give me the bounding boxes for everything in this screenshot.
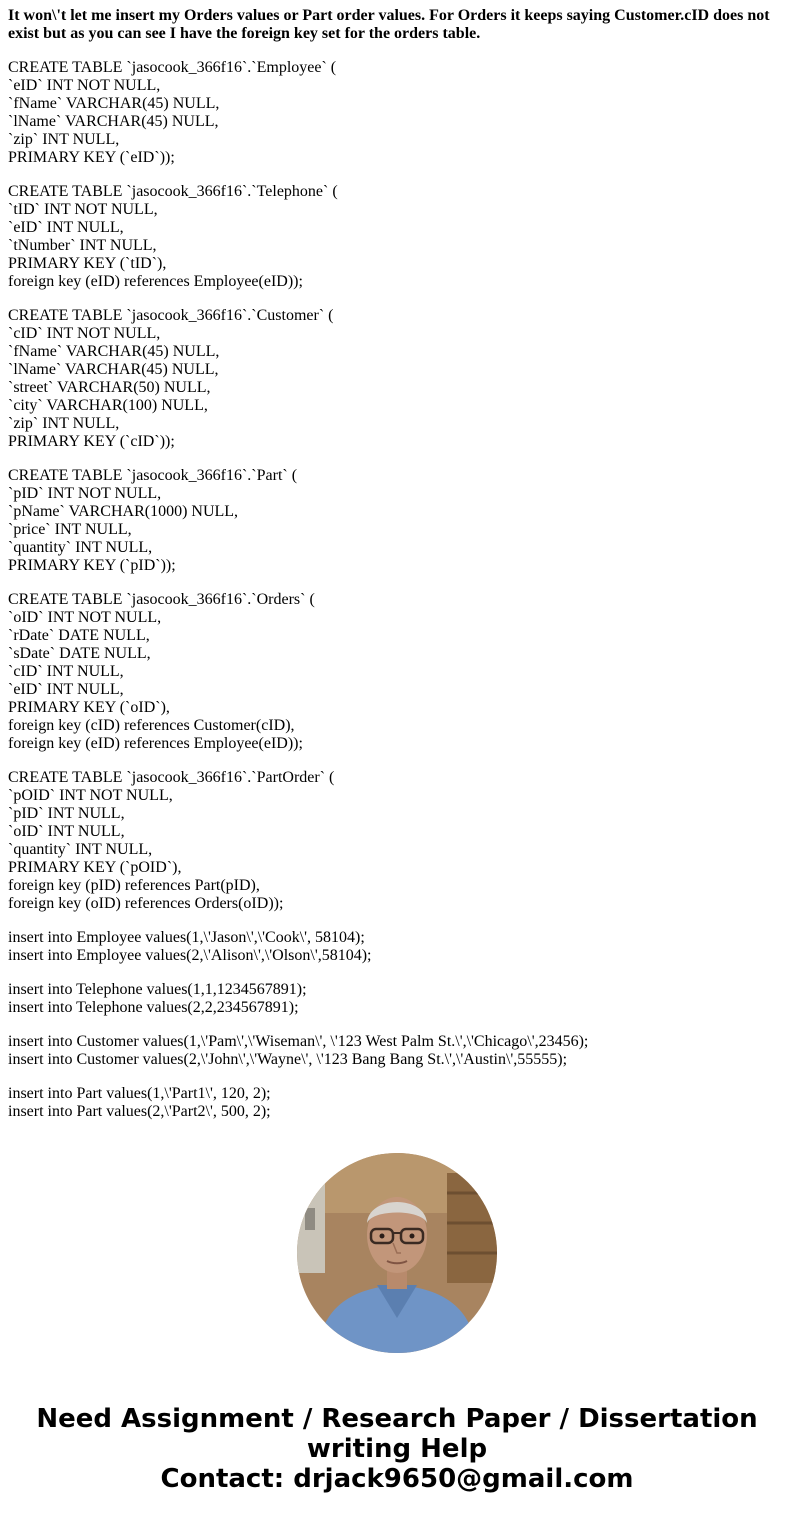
code-line: `fName` VARCHAR(45) NULL, <box>8 343 220 360</box>
code-line: `pID` INT NOT NULL, <box>8 485 162 502</box>
code-line: PRIMARY KEY (`pOID`), <box>8 859 182 876</box>
code-line: `tID` INT NOT NULL, <box>8 201 158 218</box>
code-line: PRIMARY KEY (`cID`)); <box>8 433 175 450</box>
post-content <box>8 7 786 1175</box>
code-line: `tNumber` INT NULL, <box>8 237 157 254</box>
code-line: foreign key (eID) references Employee(eID)); <box>8 735 303 752</box>
code-line: `cID` INT NOT NULL, <box>8 325 161 342</box>
code-line: insert into Part values(2,\'Part2\', 500, 2); <box>8 1103 271 1120</box>
question-text: It won\'t let me insert my Orders values or Part order values. For Orders it keeps saying Customer.cID does not exist but as you can see I have the foreign key set for the orders table. <box>8 7 770 42</box>
code-line: `pName` VARCHAR(1000) NULL, <box>8 503 239 520</box>
code-line: `eID` INT NOT NULL, <box>8 77 161 94</box>
code-line: foreign key (eID) references Employee(eID)); <box>8 273 303 290</box>
code-line: `lName` VARCHAR(45) NULL, <box>8 113 219 130</box>
code-line: `street` VARCHAR(50) NULL, <box>8 379 211 396</box>
code-line: `quantity` INT NULL, <box>8 539 153 556</box>
code-block <box>8 307 786 451</box>
code-line: `eID` INT NULL, <box>8 681 124 698</box>
code-line: insert into Customer values(1,\'Pam\',\'Wiseman\', \'123 West Palm St.\',\'Chicago\',23456); <box>8 1033 589 1050</box>
code-line: CREATE TABLE `jasocook_366f16`.`Customer` ( <box>8 307 334 324</box>
code-block <box>8 1085 786 1121</box>
code-line: `fName` VARCHAR(45) NULL, <box>8 95 220 112</box>
person-photo-icon <box>297 1153 497 1353</box>
code-line: CREATE TABLE `jasocook_366f16`.`PartOrder` ( <box>8 769 335 786</box>
code-line: PRIMARY KEY (`pID`)); <box>8 557 176 574</box>
code-line: CREATE TABLE `jasocook_366f16`.`Telephone` ( <box>8 183 338 200</box>
code-line: `eID` INT NULL, <box>8 219 124 236</box>
code-block <box>8 769 786 913</box>
code-block <box>8 467 786 575</box>
code-line: `zip` INT NULL, <box>8 131 120 148</box>
code-line: `pID` INT NULL, <box>8 805 125 822</box>
code-block <box>8 59 786 167</box>
code-line: insert into Telephone values(1,1,1234567891); <box>8 981 307 998</box>
code-line: CREATE TABLE `jasocook_366f16`.`Orders` ( <box>8 591 315 608</box>
code-block <box>8 1033 786 1069</box>
code-line: insert into Customer values(2,\'John\',\'Wayne\', \'123 Bang Bang St.\',\'Austin\',55555); <box>8 1051 568 1068</box>
banner-line-2: writing Help <box>306 1434 488 1464</box>
code-block <box>8 981 786 1017</box>
code-line: `zip` INT NULL, <box>8 415 120 432</box>
code-line: CREATE TABLE `jasocook_366f16`.`Part` ( <box>8 467 298 484</box>
code-line: foreign key (pID) references Part(pID), <box>8 877 260 894</box>
code-block <box>8 929 786 965</box>
code-line: `pOID` INT NOT NULL, <box>8 787 173 804</box>
code-block <box>8 591 786 753</box>
code-line: insert into Telephone values(2,2,234567891); <box>8 999 299 1016</box>
code-line: `quantity` INT NULL, <box>8 841 153 858</box>
code-listing <box>8 59 786 1175</box>
code-line: insert into Employee values(2,\'Alison\',\'Olson\',58104); <box>8 947 372 964</box>
banner-contact: Contact: drjack9650@gmail.com <box>160 1464 634 1494</box>
code-block <box>8 183 786 291</box>
code-line: PRIMARY KEY (`tID`), <box>8 255 167 272</box>
code-line: `city` VARCHAR(100) NULL, <box>8 397 208 414</box>
code-line: `lName` VARCHAR(45) NULL, <box>8 361 219 378</box>
code-line: foreign key (cID) references Customer(cID), <box>8 717 295 734</box>
code-line: `rDate` DATE NULL, <box>8 627 150 644</box>
code-line: `price` INT NULL, <box>8 521 132 538</box>
code-line: PRIMARY KEY (`oID`), <box>8 699 170 716</box>
code-line: `cID` INT NULL, <box>8 663 124 680</box>
code-line: CREATE TABLE `jasocook_366f16`.`Employee` ( <box>8 59 337 76</box>
code-line: `sDate` DATE NULL, <box>8 645 151 662</box>
banner-line-1: Need Assignment / Research Paper / Dissertation <box>36 1404 758 1434</box>
code-line: insert into Employee values(1,\'Jason\',\'Cook\', 58104); <box>8 929 365 946</box>
contact-banner <box>0 1404 794 1494</box>
code-line: insert into Part values(1,\'Part1\', 120, 2); <box>8 1085 271 1102</box>
code-line: `oID` INT NULL, <box>8 823 125 840</box>
code-line: `oID` INT NOT NULL, <box>8 609 162 626</box>
code-line: PRIMARY KEY (`eID`)); <box>8 149 175 166</box>
code-line: foreign key (oID) references Orders(oID)); <box>8 895 284 912</box>
